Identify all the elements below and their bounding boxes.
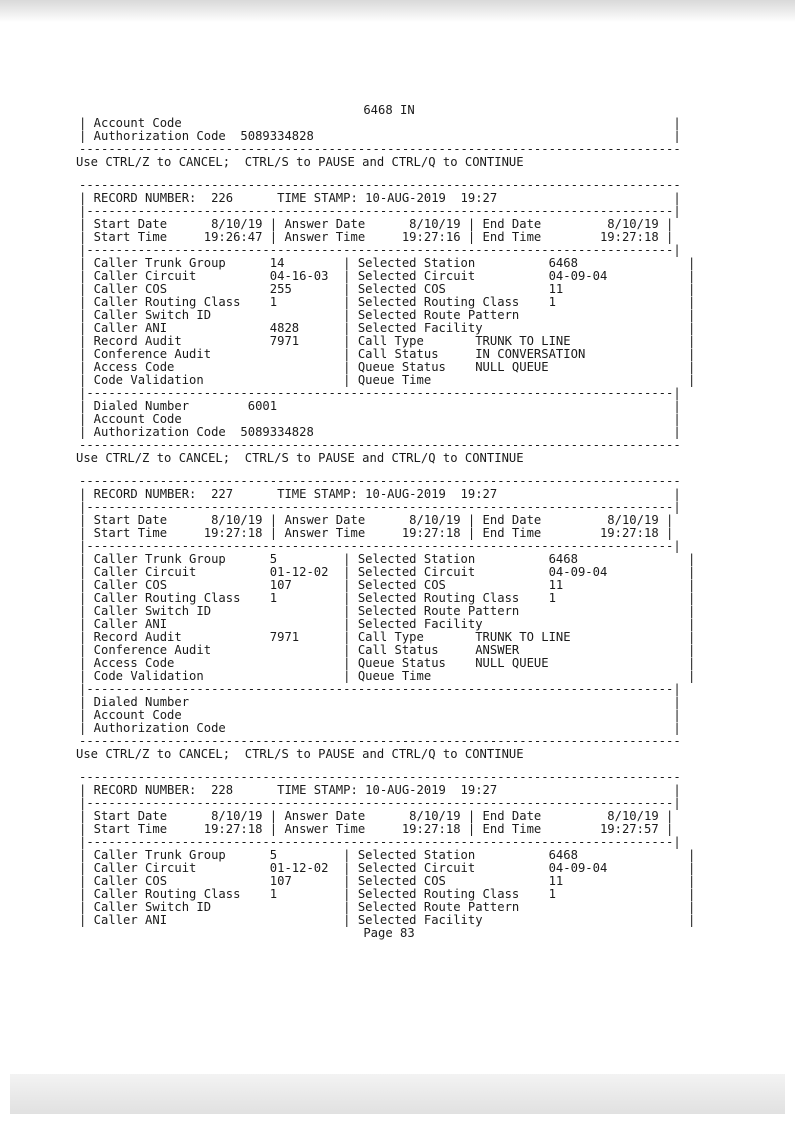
record-bottom-rule: ---------------------------------------------------------------------------------- bbox=[79, 735, 681, 748]
record-divider: |--------------------------------------------------------------------------------| bbox=[79, 797, 681, 810]
record-field-line: | Caller Circuit 04-16-03 | Selected Circuit 04-09-04 | bbox=[79, 270, 696, 283]
record-field-line: | Caller COS 255 | Selected COS 11 | bbox=[79, 283, 696, 296]
record-field-line: | Caller Circuit 01-12-02 | Selected Circuit 04-09-04 | bbox=[79, 566, 696, 579]
record-field-line: | Caller COS 107 | Selected COS 11 | bbox=[79, 579, 696, 592]
account-code-line: | Account Code | bbox=[79, 117, 681, 130]
record-227 bbox=[79, 475, 699, 748]
record-top-rule: ---------------------------------------------------------------------------------- bbox=[79, 771, 681, 784]
record-field-line: | Caller COS 107 | Selected COS 11 | bbox=[79, 875, 696, 888]
control-prompt: Use CTRL/Z to CANCEL; CTRL/S to PAUSE and CTRL/Q to CONTINUE bbox=[76, 156, 524, 169]
record-field-line: | Caller ANI | Selected Facility | bbox=[79, 914, 696, 927]
scan-bottom-edge bbox=[10, 1074, 785, 1114]
record-field-line: | Caller Trunk Group 14 | Selected Station 6468 | bbox=[79, 257, 696, 270]
record-field-line: | Access Code | Queue Status NULL QUEUE | bbox=[79, 657, 696, 670]
record-field-line: | Caller Switch ID | Selected Route Pattern | bbox=[79, 605, 696, 618]
record-divider: |--------------------------------------------------------------------------------| bbox=[79, 387, 681, 400]
record-divider: |--------------------------------------------------------------------------------| bbox=[79, 205, 681, 218]
record-top-rule: ---------------------------------------------------------------------------------- bbox=[79, 475, 681, 488]
record-top-rule: ---------------------------------------------------------------------------------- bbox=[79, 179, 681, 192]
scan-top-edge bbox=[0, 0, 795, 22]
record-field-line: | Conference Audit | Call Status ANSWER | bbox=[79, 644, 696, 657]
authorization-code-line: | Authorization Code 5089334828 | bbox=[79, 130, 681, 143]
record-228 bbox=[79, 771, 699, 927]
record-field-line: | Caller Switch ID | Selected Route Pattern | bbox=[79, 901, 696, 914]
record-field-line: | Code Validation | Queue Time | bbox=[79, 374, 696, 387]
record-field-line: | Access Code | Queue Status NULL QUEUE | bbox=[79, 361, 696, 374]
record-field-line: | Code Validation | Queue Time | bbox=[79, 670, 696, 683]
record-field-line: | Caller ANI | Selected Facility | bbox=[79, 618, 696, 631]
record-226 bbox=[79, 179, 699, 452]
date-line: | Start Date 8/10/19 | Answer Date 8/10/19 | End Date 8/10/19 | bbox=[79, 218, 674, 231]
record-field-line: | Record Audit 7971 | Call Type TRUNK TO LINE | bbox=[79, 631, 696, 644]
record-divider: |--------------------------------------------------------------------------------| bbox=[79, 540, 681, 553]
page-header: 6468 IN bbox=[363, 104, 415, 117]
account-code-line: | Account Code | bbox=[79, 413, 681, 426]
date-line: | Start Date 8/10/19 | Answer Date 8/10/19 | End Date 8/10/19 | bbox=[79, 810, 674, 823]
record-field-line: | Caller Trunk Group 5 | Selected Station 6468 | bbox=[79, 553, 696, 566]
record-bottom-rule: ---------------------------------------------------------------------------------- bbox=[79, 143, 681, 156]
account-code-line: | Account Code | bbox=[79, 709, 681, 722]
record-225-tail bbox=[79, 117, 699, 156]
record-field-line: | Caller Trunk Group 5 | Selected Station 6468 | bbox=[79, 849, 696, 862]
record-field-line: | Caller Routing Class 1 | Selected Routing Class 1 | bbox=[79, 888, 696, 901]
record-bottom-rule: ---------------------------------------------------------------------------------- bbox=[79, 439, 681, 452]
printout-page bbox=[76, 104, 699, 940]
record-divider: |--------------------------------------------------------------------------------| bbox=[79, 501, 681, 514]
time-line: | Start Time 19:26:47 | Answer Time 19:27:16 | End Time 19:27:18 | bbox=[79, 231, 674, 244]
record-field-line: | Caller Switch ID | Selected Route Pattern | bbox=[79, 309, 696, 322]
record-number-line: | RECORD NUMBER: 227 TIME STAMP: 10-AUG-2019 19:27 | bbox=[79, 488, 681, 501]
time-line: | Start Time 19:27:18 | Answer Time 19:27:18 | End Time 19:27:18 | bbox=[79, 527, 674, 540]
record-field-line: | Caller Circuit 01-12-02 | Selected Circuit 04-09-04 | bbox=[79, 862, 696, 875]
control-prompt: Use CTRL/Z to CANCEL; CTRL/S to PAUSE and CTRL/Q to CONTINUE bbox=[76, 452, 524, 465]
record-field-line: | Caller ANI 4828 | Selected Facility | bbox=[79, 322, 696, 335]
dialed-number-line: | Dialed Number | bbox=[79, 696, 681, 709]
date-line: | Start Date 8/10/19 | Answer Date 8/10/19 | End Date 8/10/19 | bbox=[79, 514, 674, 527]
control-prompt: Use CTRL/Z to CANCEL; CTRL/S to PAUSE and CTRL/Q to CONTINUE bbox=[76, 748, 524, 761]
time-line: | Start Time 19:27:18 | Answer Time 19:27:18 | End Time 19:27:57 | bbox=[79, 823, 674, 836]
record-divider: |--------------------------------------------------------------------------------| bbox=[79, 244, 681, 257]
record-number-line: | RECORD NUMBER: 228 TIME STAMP: 10-AUG-2019 19:27 | bbox=[79, 784, 681, 797]
record-field-line: | Record Audit 7971 | Call Type TRUNK TO LINE | bbox=[79, 335, 696, 348]
record-field-line: | Conference Audit | Call Status IN CONVERSATION | bbox=[79, 348, 696, 361]
authorization-code-line: | Authorization Code 5089334828 | bbox=[79, 426, 681, 439]
record-divider: |--------------------------------------------------------------------------------| bbox=[79, 836, 681, 849]
dialed-number-line: | Dialed Number 6001 | bbox=[79, 400, 681, 413]
page-footer: Page 83 bbox=[363, 927, 415, 940]
record-field-line: | Caller Routing Class 1 | Selected Routing Class 1 | bbox=[79, 592, 696, 605]
authorization-code-line: | Authorization Code | bbox=[79, 722, 681, 735]
record-number-line: | RECORD NUMBER: 226 TIME STAMP: 10-AUG-2019 19:27 | bbox=[79, 192, 681, 205]
record-field-line: | Caller Routing Class 1 | Selected Routing Class 1 | bbox=[79, 296, 696, 309]
record-divider: |--------------------------------------------------------------------------------| bbox=[79, 683, 681, 696]
